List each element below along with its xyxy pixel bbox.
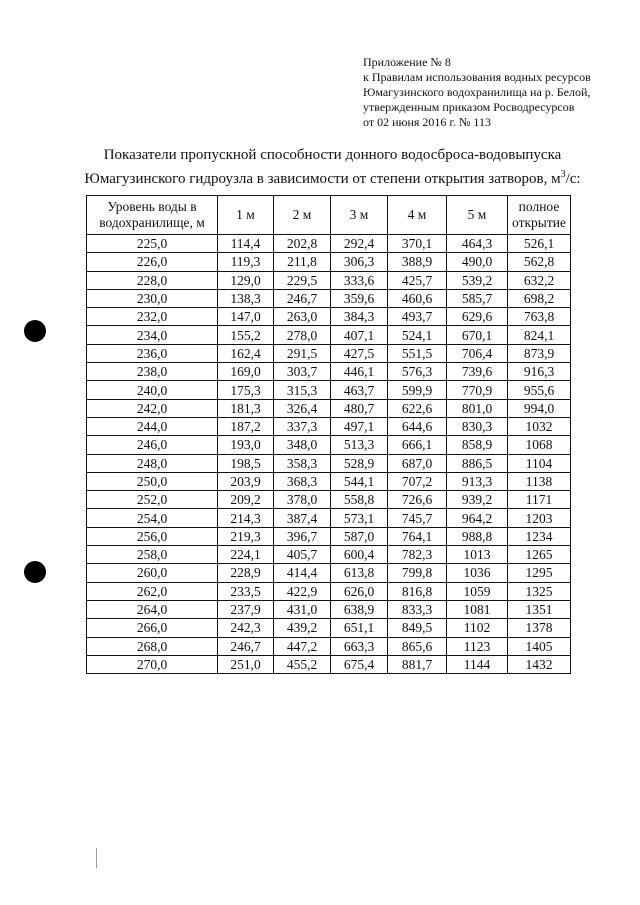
table-row [87, 655, 571, 673]
discharge-cell: 446,1 [331, 363, 388, 381]
table-row [87, 417, 571, 435]
discharge-cell: 228,9 [218, 564, 274, 582]
discharge-cell: 427,5 [331, 344, 388, 362]
water-level-cell: 252,0 [87, 491, 218, 509]
header-line: полное [518, 199, 560, 214]
discharge-cell: 407,1 [331, 326, 388, 344]
table-row [87, 564, 571, 582]
discharge-cell: 203,9 [218, 472, 274, 490]
discharge-cell: 1203 [508, 509, 571, 527]
table-row [87, 271, 571, 289]
discharge-cell: 600,4 [331, 546, 388, 564]
discharge-cell: 251,0 [218, 655, 274, 673]
header-opening-2m: 2 м [274, 196, 331, 235]
discharge-cell: 1144 [447, 655, 508, 673]
table-row [87, 472, 571, 490]
discharge-cell: 187,2 [218, 417, 274, 435]
discharge-cell: 1032 [508, 417, 571, 435]
discharge-cell: 315,3 [274, 381, 331, 399]
table-row [87, 527, 571, 545]
water-level-cell: 244,0 [87, 417, 218, 435]
discharge-cell: 211,8 [274, 253, 331, 271]
discharge-cell: 396,7 [274, 527, 331, 545]
discharge-cell: 849,5 [388, 619, 447, 637]
discharge-cell: 359,6 [331, 289, 388, 307]
title-line-2-text: Юмагузинского гидроузла в зависимости от степени открытия затворов, м [84, 171, 561, 187]
discharge-cell: 155,2 [218, 326, 274, 344]
table-row [87, 235, 571, 253]
discharge-cell: 799,8 [388, 564, 447, 582]
discharge-cell: 1432 [508, 655, 571, 673]
discharge-cell: 162,4 [218, 344, 274, 362]
water-level-cell: 234,0 [87, 326, 218, 344]
appendix-note [363, 55, 633, 130]
water-level-cell: 260,0 [87, 564, 218, 582]
discharge-cell: 405,7 [274, 546, 331, 564]
header-line: водохранилище, м [99, 215, 205, 230]
appendix-line: утвержденным приказом Росводресурсов [363, 100, 575, 114]
discharge-cell: 599,9 [388, 381, 447, 399]
discharge-cell: 291,5 [274, 344, 331, 362]
discharge-cell: 422,9 [274, 582, 331, 600]
discharge-cell: 964,2 [447, 509, 508, 527]
discharge-cell: 209,2 [218, 491, 274, 509]
discharge-cell: 333,6 [331, 271, 388, 289]
discharge-cell: 707,2 [388, 472, 447, 490]
discharge-cell: 632,2 [508, 271, 571, 289]
discharge-cell: 687,0 [388, 454, 447, 472]
discharge-table [86, 195, 571, 674]
title-line-2 [40, 165, 625, 189]
discharge-cell: 129,0 [218, 271, 274, 289]
title-unit-exponent: 3 [560, 169, 566, 180]
discharge-cell: 119,3 [218, 253, 274, 271]
discharge-cell: 1036 [447, 564, 508, 582]
discharge-cell: 181,3 [218, 399, 274, 417]
discharge-cell: 626,0 [331, 582, 388, 600]
discharge-cell: 219,3 [218, 527, 274, 545]
discharge-cell: 524,1 [388, 326, 447, 344]
discharge-cell: 493,7 [388, 308, 447, 326]
table-row [87, 308, 571, 326]
discharge-cell: 587,0 [331, 527, 388, 545]
discharge-cell: 613,8 [331, 564, 388, 582]
discharge-cell: 886,5 [447, 454, 508, 472]
discharge-cell: 1265 [508, 546, 571, 564]
water-level-cell: 236,0 [87, 344, 218, 362]
discharge-cell: 726,6 [388, 491, 447, 509]
punch-hole [24, 561, 46, 583]
table-row [87, 454, 571, 472]
table-row [87, 363, 571, 381]
table-body [87, 235, 571, 674]
appendix-line: Юмагузинского водохранилища на р. Белой, [363, 85, 591, 99]
discharge-cell: 644,6 [388, 417, 447, 435]
water-level-cell: 246,0 [87, 436, 218, 454]
table-row [87, 509, 571, 527]
discharge-cell: 378,0 [274, 491, 331, 509]
discharge-cell: 1378 [508, 619, 571, 637]
discharge-cell: 670,1 [447, 326, 508, 344]
table-row [87, 619, 571, 637]
table-row [87, 491, 571, 509]
discharge-cell: 138,3 [218, 289, 274, 307]
discharge-cell: 1171 [508, 491, 571, 509]
discharge-cell: 539,2 [447, 271, 508, 289]
title-line-2-suffix: /с: [565, 171, 581, 187]
discharge-cell: 698,2 [508, 289, 571, 307]
water-level-cell: 230,0 [87, 289, 218, 307]
discharge-cell: 368,3 [274, 472, 331, 490]
table-row [87, 399, 571, 417]
discharge-cell: 1234 [508, 527, 571, 545]
water-level-cell: 248,0 [87, 454, 218, 472]
water-level-cell: 232,0 [87, 308, 218, 326]
discharge-cell: 384,3 [331, 308, 388, 326]
discharge-cell: 224,1 [218, 546, 274, 564]
water-level-cell: 254,0 [87, 509, 218, 527]
discharge-cell: 576,3 [388, 363, 447, 381]
water-level-cell: 264,0 [87, 600, 218, 618]
discharge-cell: 1295 [508, 564, 571, 582]
discharge-cell: 202,8 [274, 235, 331, 253]
discharge-cell: 1351 [508, 600, 571, 618]
discharge-cell: 745,7 [388, 509, 447, 527]
discharge-cell: 988,8 [447, 527, 508, 545]
discharge-cell: 585,7 [447, 289, 508, 307]
discharge-cell: 629,6 [447, 308, 508, 326]
discharge-cell: 651,1 [331, 619, 388, 637]
appendix-line: к Правилам использования водных ресурсов [363, 70, 591, 84]
table-row [87, 546, 571, 564]
water-level-cell: 256,0 [87, 527, 218, 545]
discharge-cell: 337,3 [274, 417, 331, 435]
discharge-cell: 480,7 [331, 399, 388, 417]
discharge-cell: 955,6 [508, 381, 571, 399]
discharge-cell: 1059 [447, 582, 508, 600]
scan-mark [96, 848, 97, 868]
discharge-cell: 358,3 [274, 454, 331, 472]
discharge-cell: 490,0 [447, 253, 508, 271]
discharge-cell: 622,6 [388, 399, 447, 417]
discharge-cell: 558,8 [331, 491, 388, 509]
discharge-cell: 663,3 [331, 637, 388, 655]
water-level-cell: 238,0 [87, 363, 218, 381]
discharge-cell: 528,9 [331, 454, 388, 472]
discharge-cell: 782,3 [388, 546, 447, 564]
discharge-cell: 824,1 [508, 326, 571, 344]
table-row [87, 381, 571, 399]
discharge-cell: 114,4 [218, 235, 274, 253]
discharge-cell: 638,9 [331, 600, 388, 618]
discharge-cell: 198,5 [218, 454, 274, 472]
discharge-cell: 913,3 [447, 472, 508, 490]
discharge-cell: 292,4 [331, 235, 388, 253]
discharge-cell: 193,0 [218, 436, 274, 454]
discharge-cell: 497,1 [331, 417, 388, 435]
punch-hole [24, 320, 46, 342]
header-full-opening [508, 196, 571, 235]
header-opening-4m: 4 м [388, 196, 447, 235]
discharge-cell: 816,8 [388, 582, 447, 600]
table-row [87, 344, 571, 362]
header-line: открытие [512, 215, 566, 230]
discharge-cell: 706,4 [447, 344, 508, 362]
discharge-cell: 425,7 [388, 271, 447, 289]
table-row [87, 600, 571, 618]
discharge-cell: 237,9 [218, 600, 274, 618]
table-header-row [87, 196, 571, 235]
water-level-cell: 242,0 [87, 399, 218, 417]
discharge-cell: 830,3 [447, 417, 508, 435]
table-row [87, 289, 571, 307]
header-line: Уровень воды в [107, 199, 197, 214]
discharge-cell: 770,9 [447, 381, 508, 399]
header-opening-1m: 1 м [218, 196, 274, 235]
document-title [40, 146, 625, 189]
discharge-cell: 1102 [447, 619, 508, 637]
discharge-cell: 801,0 [447, 399, 508, 417]
water-level-cell: 240,0 [87, 381, 218, 399]
header-opening-5m: 5 м [447, 196, 508, 235]
discharge-cell: 242,3 [218, 619, 274, 637]
discharge-cell: 1104 [508, 454, 571, 472]
discharge-cell: 463,7 [331, 381, 388, 399]
discharge-cell: 526,1 [508, 235, 571, 253]
table-row [87, 326, 571, 344]
discharge-cell: 551,5 [388, 344, 447, 362]
discharge-cell: 175,3 [218, 381, 274, 399]
discharge-cell: 147,0 [218, 308, 274, 326]
appendix-line: от 02 июня 2016 г. № 113 [363, 115, 491, 129]
header-water-level [87, 196, 218, 235]
header-opening-3m: 3 м [331, 196, 388, 235]
discharge-cell: 573,1 [331, 509, 388, 527]
discharge-cell: 169,0 [218, 363, 274, 381]
water-level-cell: 266,0 [87, 619, 218, 637]
discharge-cell: 229,5 [274, 271, 331, 289]
discharge-cell: 306,3 [331, 253, 388, 271]
discharge-cell: 544,1 [331, 472, 388, 490]
discharge-cell: 1405 [508, 637, 571, 655]
title-line-1: Показатели пропускной способности донного водосброса-водовыпуска [103, 147, 562, 163]
discharge-cell: 464,3 [447, 235, 508, 253]
water-level-cell: 250,0 [87, 472, 218, 490]
discharge-cell: 278,0 [274, 326, 331, 344]
discharge-cell: 666,1 [388, 436, 447, 454]
discharge-cell: 873,9 [508, 344, 571, 362]
discharge-cell: 1013 [447, 546, 508, 564]
discharge-cell: 562,8 [508, 253, 571, 271]
discharge-cell: 739,6 [447, 363, 508, 381]
water-level-cell: 226,0 [87, 253, 218, 271]
discharge-cell: 348,0 [274, 436, 331, 454]
discharge-cell: 1325 [508, 582, 571, 600]
discharge-cell: 1123 [447, 637, 508, 655]
discharge-cell: 994,0 [508, 399, 571, 417]
discharge-cell: 246,7 [218, 637, 274, 655]
discharge-cell: 439,2 [274, 619, 331, 637]
discharge-cell: 763,8 [508, 308, 571, 326]
water-level-cell: 262,0 [87, 582, 218, 600]
discharge-cell: 513,3 [331, 436, 388, 454]
discharge-cell: 675,4 [331, 655, 388, 673]
water-level-cell: 228,0 [87, 271, 218, 289]
table-row [87, 582, 571, 600]
discharge-cell: 388,9 [388, 253, 447, 271]
water-level-cell: 225,0 [87, 235, 218, 253]
table-row [87, 436, 571, 454]
discharge-cell: 370,1 [388, 235, 447, 253]
discharge-cell: 233,5 [218, 582, 274, 600]
discharge-cell: 214,3 [218, 509, 274, 527]
water-level-cell: 258,0 [87, 546, 218, 564]
discharge-cell: 865,6 [388, 637, 447, 655]
water-level-cell: 268,0 [87, 637, 218, 655]
discharge-cell: 1068 [508, 436, 571, 454]
table-row [87, 253, 571, 271]
discharge-cell: 326,4 [274, 399, 331, 417]
discharge-cell: 387,4 [274, 509, 331, 527]
discharge-cell: 414,4 [274, 564, 331, 582]
discharge-cell: 1138 [508, 472, 571, 490]
discharge-cell: 939,2 [447, 491, 508, 509]
discharge-cell: 460,6 [388, 289, 447, 307]
discharge-cell: 1081 [447, 600, 508, 618]
discharge-cell: 303,7 [274, 363, 331, 381]
discharge-cell: 858,9 [447, 436, 508, 454]
table-row [87, 637, 571, 655]
discharge-cell: 833,3 [388, 600, 447, 618]
discharge-cell: 431,0 [274, 600, 331, 618]
discharge-cell: 764,1 [388, 527, 447, 545]
discharge-cell: 916,3 [508, 363, 571, 381]
water-level-cell: 270,0 [87, 655, 218, 673]
appendix-line: Приложение № 8 [363, 55, 451, 69]
discharge-cell: 881,7 [388, 655, 447, 673]
discharge-cell: 246,7 [274, 289, 331, 307]
discharge-cell: 447,2 [274, 637, 331, 655]
discharge-cell: 263,0 [274, 308, 331, 326]
discharge-cell: 455,2 [274, 655, 331, 673]
